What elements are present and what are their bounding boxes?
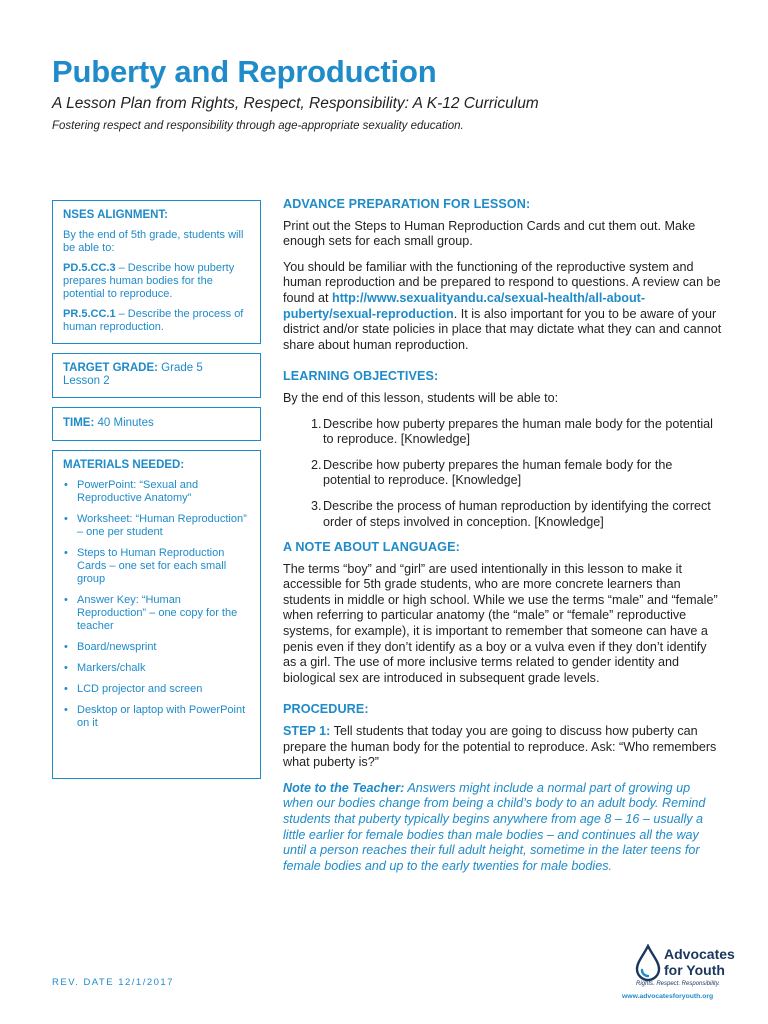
list-item: • Worksheet: “Human Reproduction” – one per student <box>63 513 250 539</box>
list-item <box>283 458 723 489</box>
page-title: Puberty and Reproduction <box>52 54 437 89</box>
objective-text: Describe how puberty prepares the human female body for the potential to reproduce. [Knowledge] <box>323 457 673 488</box>
step-1-label: STEP 1: <box>283 724 331 739</box>
advance-prep-paragraph-2 <box>283 260 723 354</box>
list-item: • Markers/chalk <box>63 662 250 675</box>
review-link[interactable]: http://www.sexualityandu.ca/sexual-health/all-about-puberty/sexual-reproduction <box>283 290 646 321</box>
logo-name-line-1: Advocates <box>664 946 735 962</box>
list-item: • PowerPoint: “Sexual and Reproductive Anatomy” <box>63 479 250 505</box>
materials-list <box>63 479 250 730</box>
advance-prep-paragraph-1: Print out the Steps to Human Reproduction Cards and cut them out. Make enough sets for each small group. <box>283 218 696 249</box>
language-heading: A NOTE ABOUT LANGUAGE: <box>283 540 460 555</box>
objectives-list <box>283 417 723 531</box>
target-grade-line <box>63 362 250 375</box>
advance-prep-text: You should be familiar with the functioning of the reproductive system and human reproduction and be prepared to respond to questions. A review can be found at <box>283 259 721 305</box>
time-value: 40 Minutes <box>94 417 154 429</box>
teacher-note <box>283 781 723 875</box>
objective-text: Describe how puberty prepares the human male body for the potential to reproduce. [Knowledge] <box>323 416 713 447</box>
objective-number: 1. <box>311 416 322 431</box>
nses-heading: NSES ALIGNMENT: <box>63 209 168 221</box>
list-item: • Answer Key: “Human Reproduction” – one copy for the teacher <box>63 594 250 633</box>
advance-prep-text: . It is also important for you to be aware of your district and/or state policies in place that may dictate what they can and cannot share about human reproduction. <box>283 306 722 352</box>
website-link[interactable]: www.advocatesforyouth.org <box>622 993 714 1000</box>
revision-date: REV. DATE 12/1/2017 <box>52 977 174 988</box>
list-item: • Desktop or laptop with PowerPoint on it <box>63 704 250 730</box>
sidebar <box>52 200 261 788</box>
target-grade-box <box>52 353 261 398</box>
objective-number: 3. <box>311 498 322 513</box>
procedure-heading: PROCEDURE: <box>283 702 369 717</box>
target-grade-label: TARGET GRADE: <box>63 362 158 374</box>
teacher-note-label: Note to the Teacher: <box>283 780 405 795</box>
objectives-intro: By the end of this lesson, students will be able to: <box>283 390 559 405</box>
nses-standard-1 <box>63 262 250 301</box>
time-box <box>52 407 261 441</box>
page-subtitle: A Lesson Plan from Rights, Respect, Responsibility: A K-12 Curriculum <box>52 95 539 112</box>
materials-box <box>52 450 261 779</box>
language-paragraph: The terms “boy” and “girl” are used intentionally in this lesson to make it accessible for 5th grade students, who are more concrete learners than students in middle or high school. While we use the terms “male” and “female” when referring to particular anatomy (the “male” or “female” reproductive systems, for example), it is important to remember that someone can have a penis even if they don’t identify as a boy or a vulva even if they don’t identify as a girl. The use of more inclusive terms related to gender identity and biological sex are introduced in subsequent grade levels. <box>283 561 718 685</box>
water-drop-icon <box>634 944 662 982</box>
objective-number: 2. <box>311 457 322 472</box>
materials-heading: MATERIALS NEEDED: <box>63 459 185 471</box>
time-line <box>63 417 250 430</box>
standard-text: – Describe how puberty prepares human bodies for the potential to reproduce. <box>63 262 235 300</box>
step-1-paragraph <box>283 724 723 771</box>
standard-code: PD.5.CC.3 <box>63 262 116 274</box>
list-item <box>283 499 723 530</box>
step-1-text: Tell students that today you are going to discuss how puberty can prepare the human body for the potential to reproduce. Ask: “Who remembers what puberty is?” <box>283 724 717 770</box>
target-grade-value: Grade 5 <box>157 362 203 374</box>
time-label: TIME: <box>63 417 95 429</box>
lesson-number: Lesson 2 <box>63 375 110 387</box>
logo-name-line-2: for Youth <box>664 962 725 978</box>
list-item: • Board/newsprint <box>63 641 250 654</box>
list-item <box>283 417 723 448</box>
advocates-for-youth-logo <box>622 942 740 1002</box>
objectives-heading: LEARNING OBJECTIVES: <box>283 369 439 384</box>
advance-prep-heading: ADVANCE PREPARATION FOR LESSON: <box>283 197 531 211</box>
logo-motto: Rights. Respect. Responsibility. <box>636 981 720 987</box>
main-content <box>283 197 723 884</box>
objective-text: Describe the process of human reproduction by identifying the correct order of steps involved in conception. [Knowledge] <box>323 498 711 529</box>
teacher-note-text: Answers might include a normal part of growing up when our bodies change from being a child’s body to an adult body. Remind students that puberty typically begins anywhere from age 8 – 16 – usually a little earlier for female bodies than male bodies – and continues all the way until a person reaches their full adult height, sometime in the later teens for female bodies and up to the early twenties for male bodies. <box>283 780 706 873</box>
list-item: • Steps to Human Reproduction Cards – one set for each small group <box>63 547 250 586</box>
page-tagline: Fostering respect and responsibility through age-appropriate sexuality education. <box>52 120 464 132</box>
standard-code: PR.5.CC.1 <box>63 308 116 320</box>
nses-alignment-box <box>52 200 261 344</box>
nses-intro: By the end of 5th grade, students will be able to: <box>63 229 244 254</box>
standard-text: – Describe the process of human reproduction. <box>63 308 244 333</box>
nses-standard-2 <box>63 308 250 334</box>
list-item: • LCD projector and screen <box>63 683 250 696</box>
